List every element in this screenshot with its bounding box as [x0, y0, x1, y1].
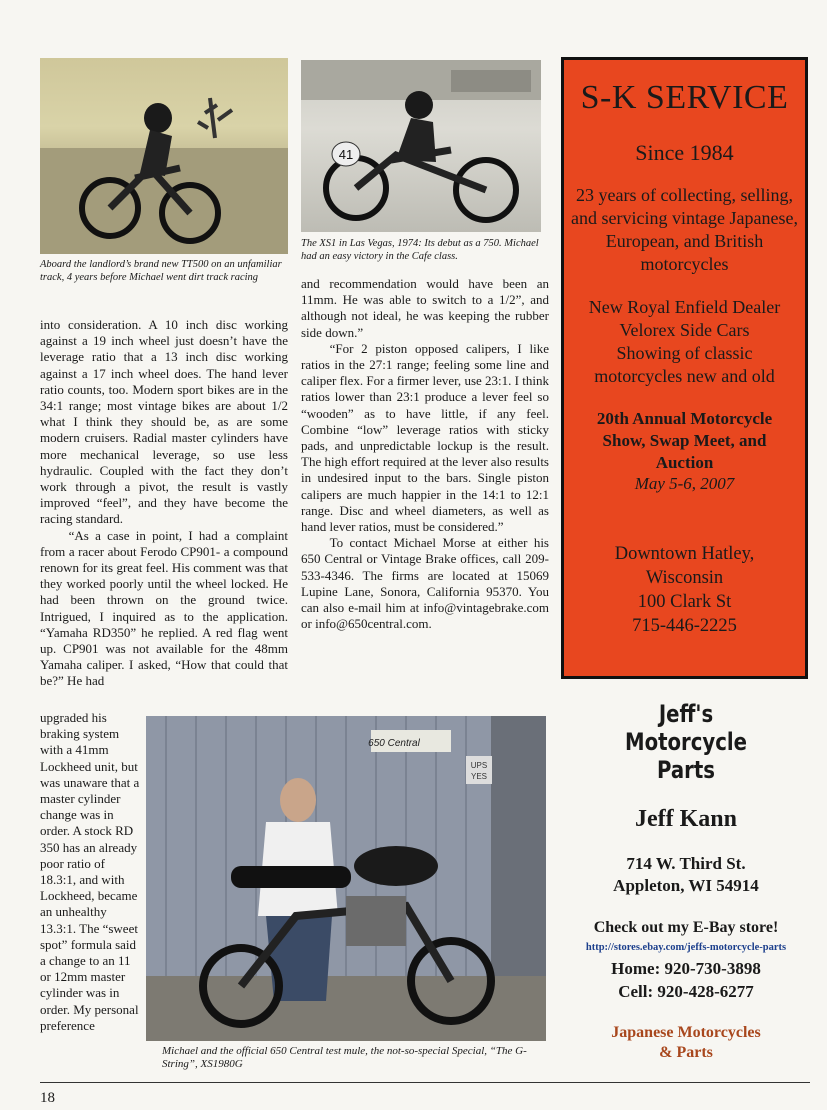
- sk-city: Downtown Hatley, Wisconsin: [614, 544, 755, 588]
- center-paragraph-1: and recommendation would have been an 11mm. He was able to switch to a 1/2”, and although not ideal, he was keeping the rubber side down.”: [301, 276, 549, 340]
- left-paragraph-1: into consideration. A 10 inch disc working against a 19 inch wheel just doesn’t have the leverage ratio that a 13 inch disc working against a 17 inch wheel does. The hand lever ratio counts, too. Modern sport bikes are in the 34:1 range; most vintage bikes are about 1/2 what I think they should be, as are some modern cruisers. Radial master cylinders have more mechanical leverage, so use less hydraulic. Coupled with the fact they don’t work through a pivot, the result is vastly improved “feel”, and they have become the racing standard.: [40, 317, 288, 527]
- photo-xs1-vegas: [301, 60, 541, 232]
- sk-service-ad: [561, 57, 808, 679]
- jeff-city: Appleton, WI 54914: [613, 876, 759, 895]
- sk-description: 23 years of collecting, selling, and servicing vintage Japanese, European, and British motorcycles: [571, 185, 798, 274]
- jeff-business-name: Jeff's Motorcycle Parts: [624, 700, 748, 784]
- sk-title: S-K SERVICE: [580, 79, 789, 116]
- sk-since: Since 1984: [635, 140, 734, 165]
- sk-street: 100 Clark St: [637, 592, 732, 612]
- shop-sign: 650 Central: [368, 738, 420, 749]
- jeff-owner: Jeff Kann: [635, 806, 737, 832]
- sk-showing: Showing of classic motorcycles new and old: [594, 343, 775, 386]
- caption-xs1: The XS1 in Las Vegas, 1974: Its debut as a 750. Michael had an easy victory in the Cafe class.: [301, 238, 539, 262]
- svg-text:YES: YES: [470, 772, 488, 781]
- center-column: [301, 276, 549, 632]
- jeff-tagline: Japanese Motorcycles & Parts: [611, 1024, 761, 1061]
- caption-g-string: Michael and the official 650 Central test mule, the not-so-special Special, “The G-String”, XS1980G: [162, 1045, 527, 1070]
- photo-tt500: [40, 58, 288, 254]
- left-paragraph-3: upgraded his braking system with a 41mm Lockheed unit, but was unaware that a master cylinder change was in order. A stock RD 350 has an already poor ratio of 18.3:1, and with Lockheed, became an unhealthy 13.3:1. The “sweet spot” formula said a change to an 11 or 12mm master cylinder was in order. My personal preference: [40, 710, 140, 1033]
- sk-date: May 5-6, 2007: [634, 474, 735, 493]
- jeff-cell-phone: Cell: 920-428-6277: [618, 982, 754, 1001]
- svg-text:UPS: UPS: [470, 761, 488, 770]
- footer-rule: [40, 1082, 810, 1083]
- left-column: [40, 317, 288, 690]
- photo-g-string: [146, 716, 546, 1041]
- sk-dealer: New Royal Enfield Dealer: [588, 297, 781, 317]
- jeff-ebay-link[interactable]: http://stores.ebay.com/jeffs-motorcycle-parts: [585, 942, 787, 953]
- jeffs-parts-ad: [557, 700, 815, 1063]
- dirtbike-illustration: [40, 58, 288, 254]
- page-number: 18: [40, 1090, 55, 1106]
- caption-tt500: Aboard the landlord’s brand new TT500 on an unfamiliar track, 4 years before Michael went dirt track racing: [40, 259, 282, 283]
- race-number: 41: [338, 147, 354, 162]
- sk-event: 20th Annual Motorcycle Show, Swap Meet, and Auction: [596, 409, 773, 472]
- sk-sidecars: Velorex Side Cars: [619, 320, 750, 340]
- center-paragraph-2: “For 2 piston opposed calipers, I like ratios in the 27:1 range; feeling some line and caliper flex. For a firmer lever, use 23:1. I think ratios lower than 23:1 produce a lever feel so “wooden” as to have little, if any feel. Combine “low” leverage ratios with sticky pads, and unpredictable lockup is the result. The high effort required at the lever also results in undesired input to the bars. Single piston calipers are much happier in the 14:1 to 12:1 range. Disc and wheel diameters, as well as hand lever ratios, must be considered.”: [301, 340, 549, 535]
- left-paragraph-2: “As a case in point, I had a complaint from a racer about Ferodo CP901- a compound renown for its great feel. His comment was that they worked poorly until the wheel locked. He had been thrown on the ground twice. Intrigued, I inquired as to the application. “Yamaha RD350” he replied. A red flag went up. CP901 was not available for the 48mm Yamaha caliper. I asked, “How that could that be?” He had: [40, 527, 288, 689]
- jeff-ebay: Check out my E-Bay store!: [593, 919, 779, 936]
- center-paragraph-3: To contact Michael Morse at either his 650 Central or Vintage Brake offices, call 209-533-4346. The firms are located at 15069 Lupine Lane, Sonora, California 95370. You can also e-mail him at info@vintagebrake.com or info@650central.com.: [301, 535, 549, 632]
- jeff-street: 714 W. Third St.: [626, 854, 746, 873]
- left-narrow-column: [40, 710, 140, 1034]
- sk-phone: 715-446-2225: [632, 616, 737, 636]
- jeff-home-phone: Home: 920-730-3898: [611, 959, 761, 978]
